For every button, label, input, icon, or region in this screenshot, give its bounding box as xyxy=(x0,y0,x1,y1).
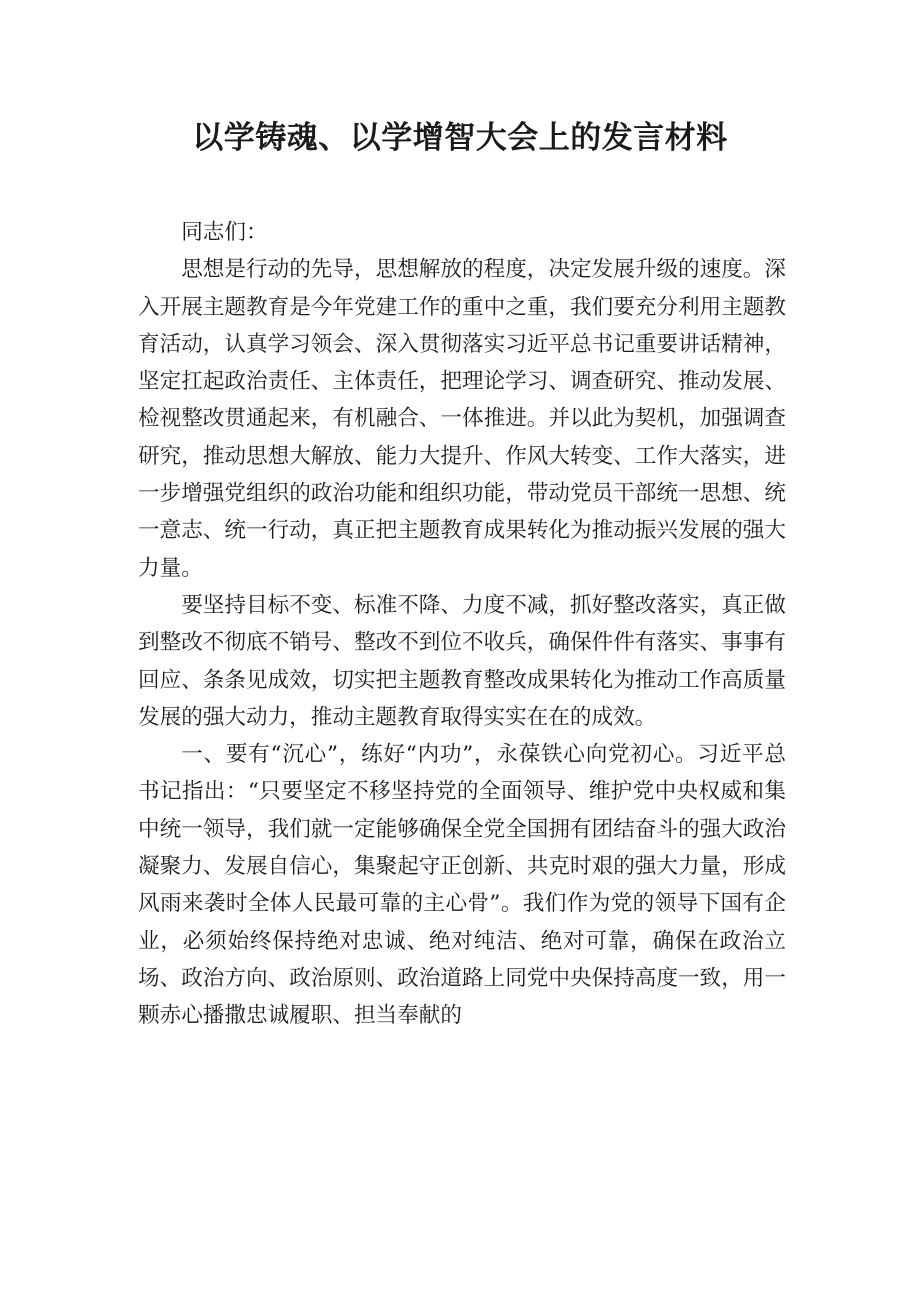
salutation: 同志们： xyxy=(181,220,268,245)
paragraph-1: 思想是行动的先导，思想解放的程度，决定发展升级的速度。深入开展主题教育是今年党建工作的重中之重，我们要充分利用主题教育活动，认真学习领会、深入贯彻落实习近平总书记重要讲话精神，坚定扛起政治责任、主体责任，把理论学习、调查研究、推动发展、检视整改贯通起来，有机融合、一体推进。并以此为契机，加强调查研究，推动思想大解放、能力大提升、作风大转变、工作大落实，进一步增强党组织的政治功能和组织功能，带动党员干部统一思想、统一意志、统一行动，真正把主题教育成果转化为推动振兴发展的强大力量。 xyxy=(138,257,786,581)
document-body xyxy=(138,214,786,1035)
document-title: 以学铸魂、以学增智大会上的发言材料 xyxy=(192,120,728,156)
paragraph-2: 要坚持目标不变、标准不降、力度不减，抓好整改落实，真正做到整改不彻底不销号、整改不到位不收兵，确保件件有落实、事事有回应、条条见成效，切实把主题教育整改成果转化为推动工作高质量发展的强大动力，推动主题教育取得实实在在的成效。 xyxy=(138,592,786,730)
paragraph-3: 一、要有“沉心”，练好“内功”，永葆铁心向党初心。习近平总书记指出：“只要坚定不移坚持党的全面领导、维护党中央权威和集中统一领导，我们就一定能够确保全党全国拥有团结奋斗的强大政治凝聚力、发展自信心，集聚起守正创新、共克时艰的强大力量，形成风雨来袭时全体人民最可靠的主心骨”。我们作为党的领导下国有企业，必须始终保持绝对忠诚、绝对纯洁、绝对可靠，确保在政治立场、政治方向、政治原则、政治道路上同党中央保持高度一致，用一颗赤心播撒忠诚履职、担当奉献的 xyxy=(138,742,786,1029)
